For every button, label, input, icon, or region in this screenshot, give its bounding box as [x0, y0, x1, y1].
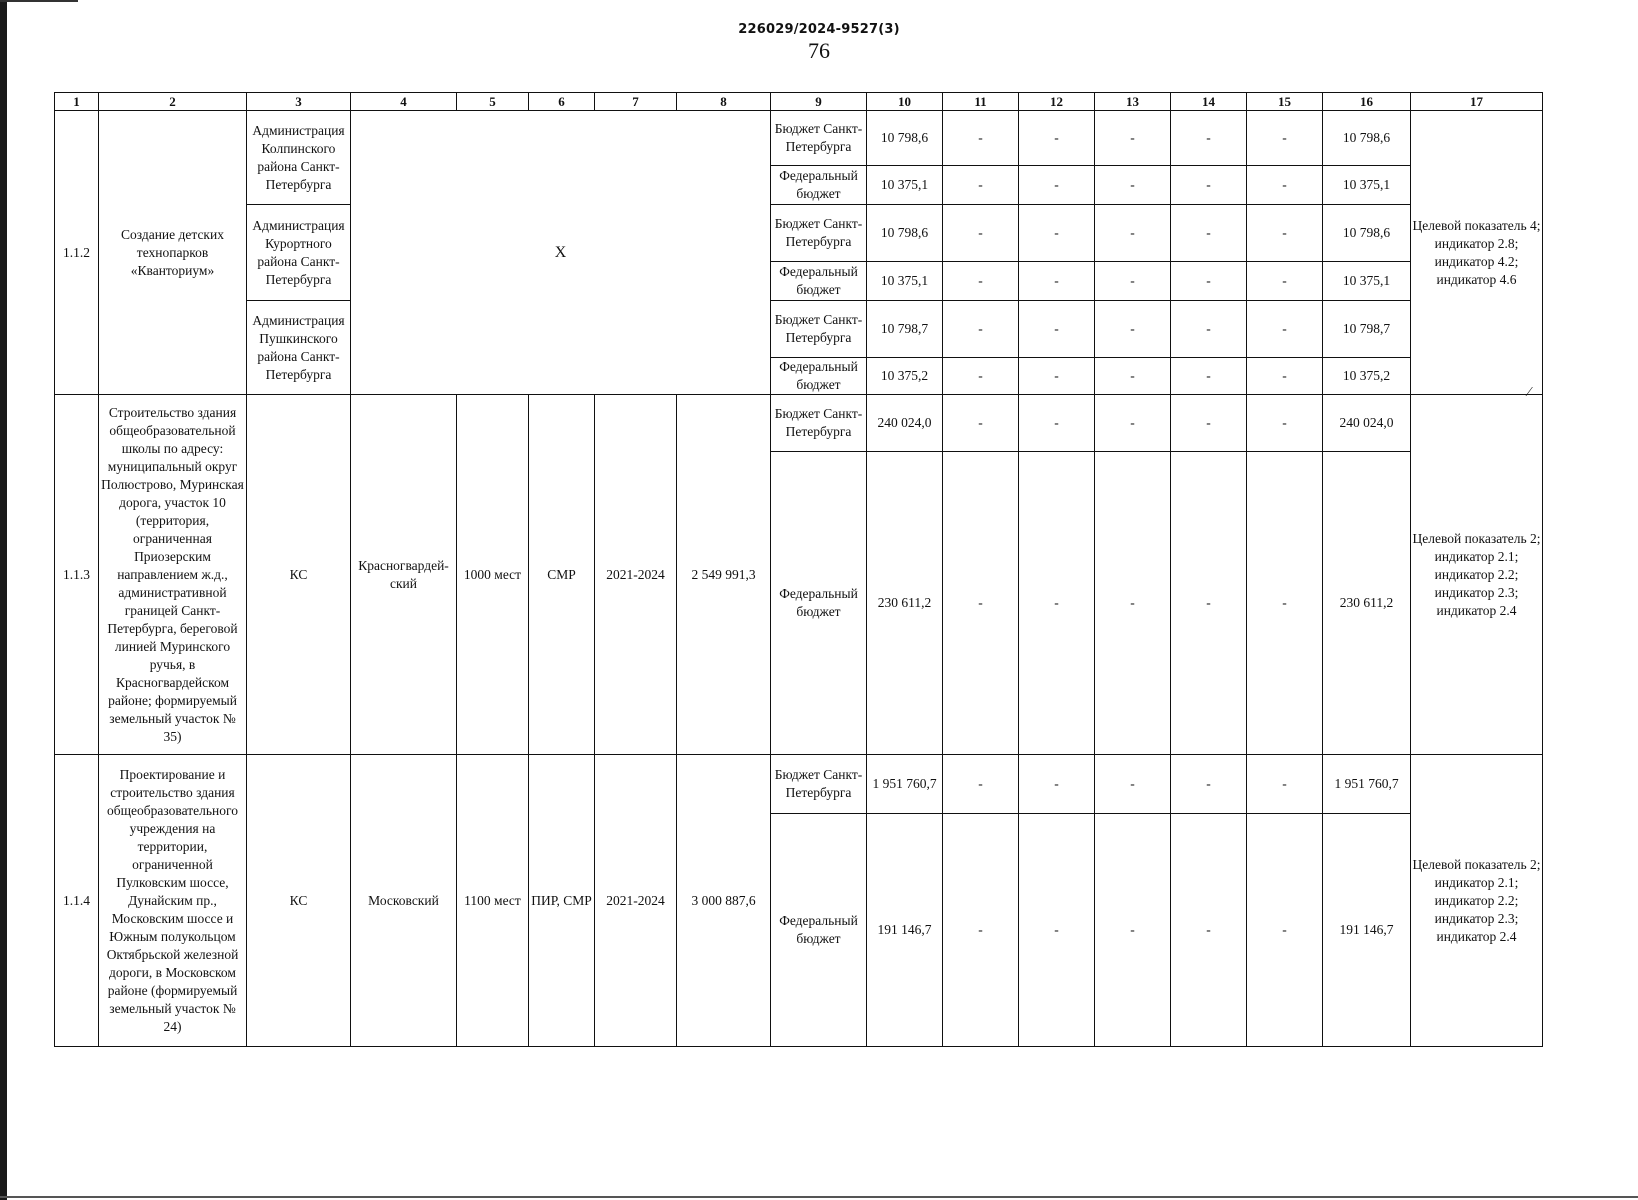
empty-value: - — [1247, 395, 1323, 452]
responsible-admin: Администрация Курортного района Санкт-Петербурга — [247, 205, 351, 301]
empty-value: - — [943, 205, 1019, 262]
total-cost: 3 000 887,6 — [677, 755, 771, 1047]
item-name: Строительство здания общеобразовательной школы по адресу: муниципальный округ Полюстрово, Муринская дорога, участок 10 (территория, ограниченная Приозерским направлением ж.д., административной границей Санкт-Петербурга, береговой линией Муринского ручья, в Красногвардейском районе; формируемый земельный участок № 35) — [99, 395, 247, 755]
amount-col10: 1 951 760,7 — [867, 755, 943, 814]
col-header: 14 — [1171, 93, 1247, 111]
scan-edge-left — [0, 0, 7, 1200]
amount-col10: 10 798,6 — [867, 111, 943, 166]
empty-value: - — [1095, 755, 1171, 814]
col-header: 3 — [247, 93, 351, 111]
district: Красногвардей-ский — [351, 395, 457, 755]
total-cost: 2 549 991,3 — [677, 395, 771, 755]
target-indicators: Целевой показатель 4; индикатор 2.8; индикатор 4.2; индикатор 4.6 — [1411, 111, 1543, 395]
col-header: 2 — [99, 93, 247, 111]
empty-value: - — [943, 111, 1019, 166]
target-indicators: Целевой показатель 2; индикатор 2.1; индикатор 2.2; индикатор 2.3; индикатор 2.4 — [1411, 755, 1543, 1047]
amount-total: 1 951 760,7 — [1323, 755, 1411, 814]
empty-value: - — [1019, 301, 1095, 358]
empty-value: - — [1095, 452, 1171, 755]
empty-value: - — [1019, 166, 1095, 205]
table-row — [55, 395, 1543, 452]
funding-source: Федеральный бюджет — [771, 814, 867, 1047]
scan-edge-bottom — [0, 1196, 1638, 1198]
work-stage: ПИР, СМР — [529, 755, 595, 1047]
col-header: 17 — [1411, 93, 1543, 111]
col-header: 16 — [1323, 93, 1411, 111]
responsible-admin: Администрация Пушкинского района Санкт-Петербурга — [247, 301, 351, 395]
amount-col10: 10 798,7 — [867, 301, 943, 358]
col-header: 4 — [351, 93, 457, 111]
col-header: 7 — [595, 93, 677, 111]
table-row — [55, 205, 1543, 262]
col-header: 1 — [55, 93, 99, 111]
funding-source: Бюджет Санкт-Петербурга — [771, 755, 867, 814]
not-applicable-mark: X — [351, 111, 771, 395]
col-header: 9 — [771, 93, 867, 111]
empty-value: - — [1247, 452, 1323, 755]
customer: КС — [247, 395, 351, 755]
period: 2021-2024 — [595, 755, 677, 1047]
column-header-row — [55, 93, 1543, 111]
empty-value: - — [1171, 358, 1247, 395]
empty-value: - — [1171, 395, 1247, 452]
table-row — [55, 755, 1543, 814]
funding-source: Федеральный бюджет — [771, 452, 867, 755]
empty-value: - — [1171, 301, 1247, 358]
amount-col10: 10 375,1 — [867, 262, 943, 301]
empty-value: - — [1095, 205, 1171, 262]
empty-value: - — [943, 262, 1019, 301]
empty-value: - — [1095, 262, 1171, 301]
col-header: 6 — [529, 93, 595, 111]
period: 2021-2024 — [595, 395, 677, 755]
empty-value: - — [1019, 395, 1095, 452]
empty-value: - — [943, 358, 1019, 395]
empty-value: - — [1171, 755, 1247, 814]
empty-value: - — [943, 166, 1019, 205]
empty-value: - — [1247, 262, 1323, 301]
customer: КС — [247, 755, 351, 1047]
amount-total: 230 611,2 — [1323, 452, 1411, 755]
empty-value: - — [1171, 205, 1247, 262]
empty-value: - — [1095, 358, 1171, 395]
col-header: 5 — [457, 93, 529, 111]
funding-source: Бюджет Санкт-Петербурга — [771, 205, 867, 262]
empty-value: - — [943, 452, 1019, 755]
empty-value: - — [943, 814, 1019, 1047]
scan-mark-top — [0, 0, 78, 2]
empty-value: - — [1019, 205, 1095, 262]
empty-value: - — [1019, 111, 1095, 166]
amount-col10: 191 146,7 — [867, 814, 943, 1047]
amount-col10: 10 375,2 — [867, 358, 943, 395]
empty-value: - — [943, 395, 1019, 452]
amount-col10: 10 375,1 — [867, 166, 943, 205]
responsible-admin: Администрация Колпинского района Санкт-Петербурга — [247, 111, 351, 205]
empty-value: - — [1171, 166, 1247, 205]
amount-total: 10 798,6 — [1323, 111, 1411, 166]
col-header: 8 — [677, 93, 771, 111]
work-stage: СМР — [529, 395, 595, 755]
empty-value: - — [1247, 358, 1323, 395]
district: Московский — [351, 755, 457, 1047]
col-header: 13 — [1095, 93, 1171, 111]
empty-value: - — [1171, 452, 1247, 755]
empty-value: - — [1095, 111, 1171, 166]
col-header: 15 — [1247, 93, 1323, 111]
page-number: 76 — [808, 38, 830, 63]
empty-value: - — [1171, 814, 1247, 1047]
col-header: 10 — [867, 93, 943, 111]
empty-value: - — [1019, 262, 1095, 301]
empty-value: - — [943, 755, 1019, 814]
pen-tick-mark: ⁄ — [1528, 385, 1531, 400]
empty-value: - — [1247, 111, 1323, 166]
item-number: 1.1.4 — [55, 755, 99, 1047]
item-number: 1.1.3 — [55, 395, 99, 755]
amount-col10: 230 611,2 — [867, 452, 943, 755]
item-number: 1.1.2 — [55, 111, 99, 395]
capacity: 1100 мест — [457, 755, 529, 1047]
empty-value: - — [943, 301, 1019, 358]
target-indicators: Целевой показатель 2; индикатор 2.1; индикатор 2.2; индикатор 2.3; индикатор 2.4 — [1411, 395, 1543, 755]
funding-source: Бюджет Санкт-Петербурга — [771, 111, 867, 166]
empty-value: - — [1019, 814, 1095, 1047]
table-row — [55, 301, 1543, 358]
document-id: 226029/2024-9527(3) — [738, 22, 900, 37]
capacity: 1000 мест — [457, 395, 529, 755]
amount-total: 240 024,0 — [1323, 395, 1411, 452]
empty-value: - — [1095, 301, 1171, 358]
empty-value: - — [1019, 452, 1095, 755]
empty-value: - — [1247, 814, 1323, 1047]
empty-value: - — [1019, 755, 1095, 814]
amount-total: 10 798,7 — [1323, 301, 1411, 358]
amount-total: 10 798,6 — [1323, 205, 1411, 262]
empty-value: - — [1247, 166, 1323, 205]
amount-col10: 10 798,6 — [867, 205, 943, 262]
empty-value: - — [1095, 166, 1171, 205]
empty-value: - — [1171, 262, 1247, 301]
empty-value: - — [1019, 358, 1095, 395]
amount-col10: 240 024,0 — [867, 395, 943, 452]
item-name: Проектирование и строительство здания общеобразовательного учреждения на территории, ограниченной Пулковским шоссе, Дунайским пр., Московским шоссе и Южным полукольцом Октябрьской железной дороги, в Московском районе (формируемый земельный участок № 24) — [99, 755, 247, 1047]
empty-value: - — [1247, 205, 1323, 262]
funding-source: Федеральный бюджет — [771, 358, 867, 395]
amount-total: 10 375,1 — [1323, 262, 1411, 301]
funding-source: Бюджет Санкт-Петербурга — [771, 301, 867, 358]
amount-total: 191 146,7 — [1323, 814, 1411, 1047]
program-table — [54, 92, 1543, 1047]
table-row — [55, 111, 1543, 166]
amount-total: 10 375,2 — [1323, 358, 1411, 395]
empty-value: - — [1247, 755, 1323, 814]
funding-source: Федеральный бюджет — [771, 262, 867, 301]
funding-source: Бюджет Санкт-Петербурга — [771, 395, 867, 452]
col-header: 12 — [1019, 93, 1095, 111]
empty-value: - — [1171, 111, 1247, 166]
funding-source: Федеральный бюджет — [771, 166, 867, 205]
empty-value: - — [1095, 814, 1171, 1047]
col-header: 11 — [943, 93, 1019, 111]
amount-total: 10 375,1 — [1323, 166, 1411, 205]
empty-value: - — [1247, 301, 1323, 358]
item-name: Создание детских технопарков «Кванториум» — [99, 111, 247, 395]
empty-value: - — [1095, 395, 1171, 452]
